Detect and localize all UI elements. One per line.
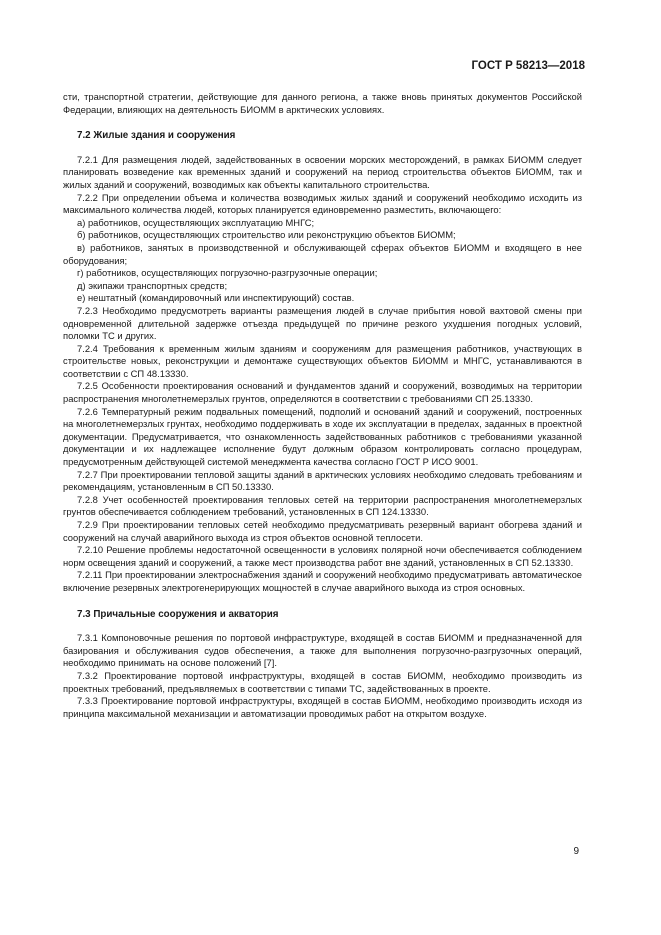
section-heading-7-2: 7.2 Жилые здания и сооружения bbox=[77, 130, 236, 142]
paragraph-7-2-3: 7.2.3 Необходимо предусмотреть варианты размещения людей в случае прибытия новой вахтовой смены при одновременной длительной задержке отъезда предыдущей по причине резкого ухудшения погодных условий, поломки ТС и других. bbox=[63, 304, 582, 342]
intro-paragraph: сти, транспортной стратегии, действующие для данного региона, а также вновь принятых документов Российской Федерации, влияющих на деятельность БИОММ в арктических условиях. bbox=[63, 91, 582, 115]
section-heading-7-3: 7.3 Причальные сооружения и акватория bbox=[77, 608, 279, 620]
list-item: г) работников, осуществляющих погрузочно-разгрузочные операции; bbox=[77, 267, 378, 279]
list-item: е) нештатный (командировочный или инспектирующий) состав. bbox=[77, 292, 355, 304]
paragraph-7-3-1: 7.3.1 Компоновочные решения по портовой инфраструктуре, входящей в состав БИОММ и предназначенной для базирования и обслуживания судов обеспечения, а также для выполнения погрузочно-разгрузочных операций, необходимо принимать на основе положений [7]. bbox=[63, 632, 582, 669]
list-item: а) работников, осуществляющих эксплуатацию МНГС; bbox=[77, 216, 315, 228]
paragraph-7-2-10: 7.2.10 Решение проблемы недостаточной освещенности в условиях полярной ночи обеспечивается соблюдением норм освещения зданий и сооружений, а также мест производства работ вне зданий, установленных в СП 52.13330. bbox=[63, 544, 582, 568]
paragraph-7-2-11: 7.2.11 При проектировании электроснабжения зданий и сооружений необходимо предусматривать автоматическое включение резервных электрогенерирующих мощностей в случае аварийного выхода из строя основных. bbox=[63, 569, 582, 593]
paragraph-7-2-2: 7.2.2 При определении объема и количества возводимых жилых зданий и сооружений необходимо исходить из максимального количества людей, которых планируется единовременно разместить, включающего: bbox=[63, 191, 582, 216]
paragraph-7-2-9: 7.2.9 При проектировании тепловых сетей необходимо предусматривать резервный вариант обогрева зданий и сооружений на случай аварийного выхода из строя объектов основной теплосети. bbox=[63, 519, 582, 543]
paragraph-7-2-5: 7.2.5 Особенности проектирования оснований и фундаментов зданий и сооружений, возводимых на территории распространения многолетнемерзлых грунтов, определяются в соответствии с требованиями СП 25.13330. bbox=[63, 380, 582, 405]
document-body bbox=[63, 91, 582, 720]
paragraph-7-2-4: 7.2.4 Требования к временным жилым зданиям и сооружениям для размещения работников, участвующих в строительстве новых, реконструкции и демонтаже существующих объектов БИОММ и МНГС, устанавливаются в соответствии с СП 48.13330. bbox=[63, 342, 582, 379]
list-item: б) работников, осуществляющих строительство или реконструкцию объектов БИОММ; bbox=[77, 229, 456, 241]
list-item: д) экипажи транспортных средств; bbox=[77, 279, 228, 291]
paragraph-7-2-8: 7.2.8 Учет особенностей проектирования тепловых сетей на территории распространения многолетнемерзлых грунтов обеспечивается соблюдением требований, установленных в СП 124.13330. bbox=[63, 493, 582, 518]
paragraph-7-3-2: 7.3.2 Проектирование портовой инфраструктуры, входящей в состав БИОММ, необходимо производить из проектных требований, предъявляемых в соответствии с типами ТС, задействованных в проекте. bbox=[63, 669, 582, 694]
page-number: 9 bbox=[573, 846, 579, 857]
paragraph-7-2-7: 7.2.7 При проектировании тепловой защиты зданий в арктических условиях необходимо следовать требованиям и рекомендациям, установленным в СП 50.13330. bbox=[63, 468, 582, 493]
document-id: ГОСТ Р 58213—2018 bbox=[471, 60, 585, 72]
paragraph-7-2-1: 7.2.1 Для размещения людей, задействованных в освоении морских месторождений, в рамках БИОММ следует планировать возведение как временных зданий и сооружений на период строительства объектов БИОММ, так и жилых зданий и сооружений, возводимых как объекты капитального строительства. bbox=[63, 153, 582, 190]
list-item: в) работников, занятых в производственной и обслуживающей сферах объектов БИОММ и входящего в нее оборудования; bbox=[63, 241, 582, 266]
paragraph-7-2-6: 7.2.6 Температурный режим подвальных помещений, подполий и оснований зданий и сооружений, построенных на многолетнемерзлых грунтах, необходимо поддерживать в ходе их эксплуатации в пределах, заданных в проектной документации. Предусматривается, что ознакомленность задействованных работников с требованиями указанной документации и их надлежащее исполнение будут должным образом контролировать согласно процедурам, предусмотренным действующей системой менеджмента качества согласно ГОСТ Р ИСО 9001. bbox=[63, 405, 582, 468]
paragraph-7-3-3: 7.3.3 Проектирование портовой инфраструктуры, входящей в состав БИОММ, необходимо производить исходя из принципа максимальной механизации и автоматизации проводимых работ на открытом воздухе. bbox=[63, 695, 582, 719]
